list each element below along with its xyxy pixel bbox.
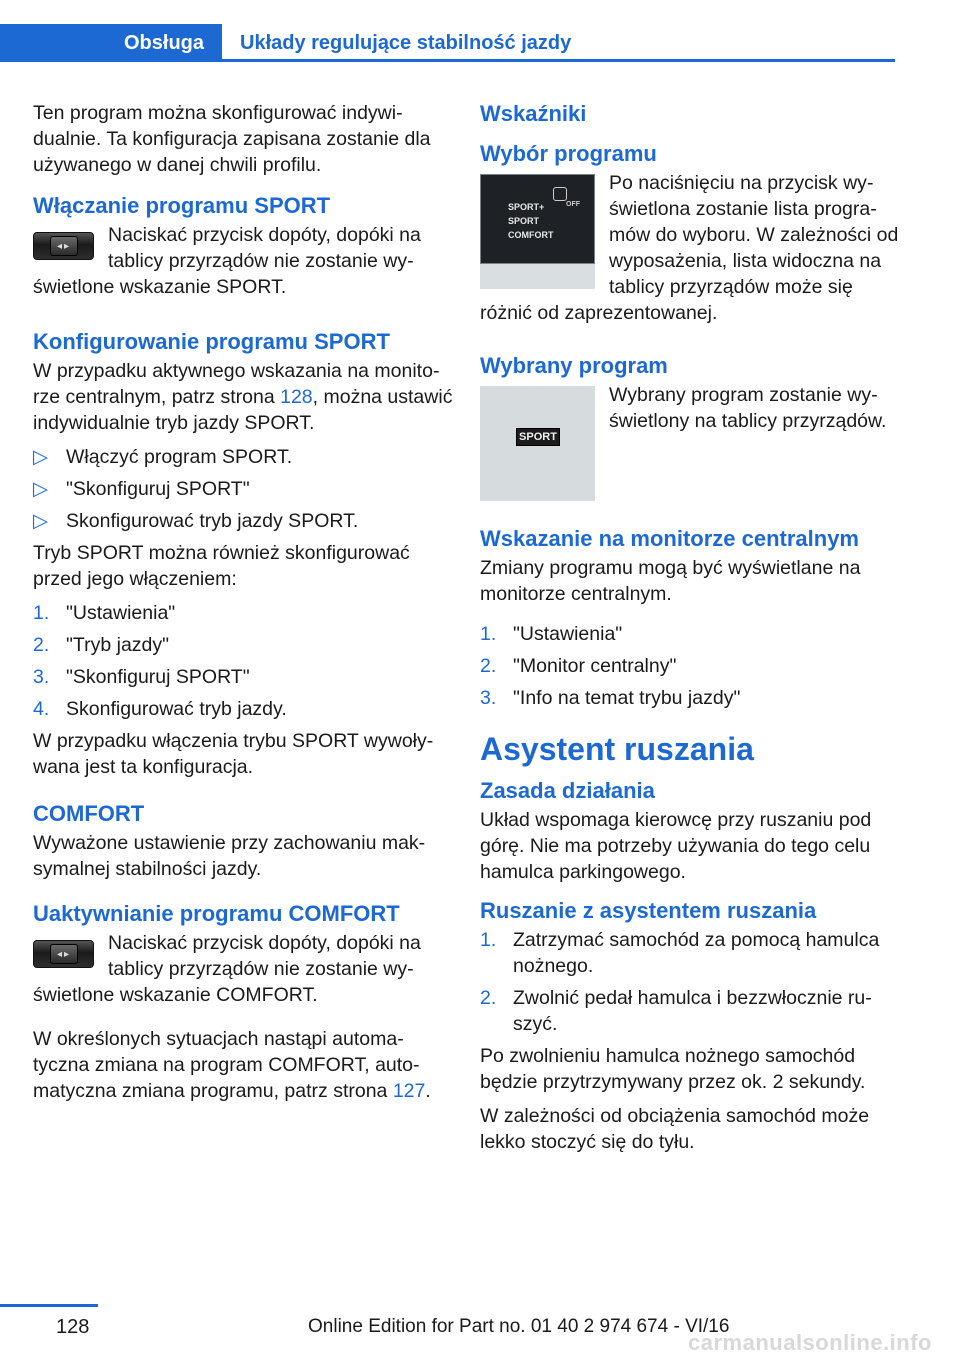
select-block [480,170,900,334]
page-link-128[interactable]: 128 [280,386,313,408]
left-column [33,100,453,1112]
monitor-steps [480,621,900,711]
sport-on-block [33,222,453,308]
heading-sport-on: Włączanie programu SPORT [33,193,331,218]
sport-config-steps [33,600,453,722]
heading-selected-program: Wybrany program [480,353,668,378]
select-text: Po naciśnięciu na przycisk wyświetlona zostanie lista programów do wyboru. W zależności od wyposażenia, lista widoczna na tablicy przyrządów może się różnić od zaprezentowanej. [480,172,899,324]
site-watermark: carmanualsonline.info [688,1330,932,1355]
triangle-bullet-icon: ▷ [33,446,48,468]
heading-comfort-on: Uaktywnianie programu COMFORT [33,901,400,926]
edition-note: Online Edition for Part no. 01 40 2 974 674 - VI/16 [308,1316,730,1337]
section-tab: Obsługa [0,24,222,62]
list-item: ▷ Skonfigurować tryb jazdy SPORT. [33,510,359,532]
list-item: 2. "Monitor centralny" [480,655,677,677]
heading-select-program: Wybór programu [480,141,657,166]
heading-starting: Ruszanie z asystentem ruszania [480,898,817,923]
selected-block [480,382,900,501]
list-item: 1. Zatrzymać samochód za pomocą hamulca nożnego. [480,929,880,977]
page-header [0,24,895,62]
page-number: 128 [56,1316,90,1338]
list-item: 1. "Ustawienia" [33,602,176,624]
roll-text: W zależności od obciążenia samochód może lekko stoczyć się do tyłu. [480,1105,870,1153]
stability-off-icon [553,187,567,201]
sport-config-text: W przypadku aktywnego wskazania na monitorze centralnym, patrz strona 128, można ustawić indywidualnie tryb jazdy SPORT. [33,360,453,434]
list-item: 1. "Ustawienia" [480,623,623,645]
sport-badge: SPORT [516,428,560,446]
list-item: 3. "Skonfiguruj SPORT" [33,666,250,688]
comfort-on-text: Naciskać przycisk dopóty, dopóki na tablicy przyrządów nie zostanie wyświetlone wskazanie COMFORT. [33,932,421,1006]
call-text: W przypadku włączenia trybu SPORT wywoływana jest ta konfiguracja. [33,730,434,778]
hold-text: Po zwolnieniu hamulca nożnego samochód będzie przytrzymywany przez ok. 2 sekundy. [480,1045,866,1093]
triangle-bullet-icon: ▷ [33,510,48,532]
monitor-text: Zmiany programu mogą być wyświetlane na monitorze centralnym. [480,557,861,605]
before-text: Tryb SPORT można również skonfigurować przed jego włączeniem: [33,542,410,590]
page-link-127[interactable]: 127 [392,1080,426,1102]
list-item: ▷ Włączyć program SPORT. [33,446,293,468]
chapter-title: Układy regulujące stabilność jazdy [240,31,572,54]
triangle-bullet-icon: ▷ [33,478,48,500]
sport-steps-list [33,444,453,534]
list-item: 2. Zwolnić pedał hamulca i bezzwłocznie ruszyć. [480,987,872,1035]
heading-comfort: COMFORT [33,801,145,826]
list-item: 2. "Tryb jazdy" [33,634,170,656]
start-steps [480,927,900,1037]
sport-on-text: Naciskać przycisk dopóty, dopóki na tablicy przyrządów nie zostanie wyświetlone wskazanie SPORT. [33,224,421,298]
comfort-text: Wyważone ustawienie przy zachowaniu maksymalnej stabilności jazdy. [33,832,426,880]
auto-change-text: W określonych sytuacjach nastąpi automatyczna zmiana na program COMFORT, automatyczna zmiana programu, patrz strona 127. [33,1028,431,1102]
heading-start-assist: Asystent ruszania [480,731,754,767]
list-item: ▷ "Skonfiguruj SPORT" [33,478,250,500]
list-item: 4. Skonfigurować tryb jazdy. [33,698,287,720]
program-list-display-image: SPORT+ SPORT COMFORT OFF [480,174,595,289]
heading-indicators: Wskaźniki [480,101,587,126]
intro-paragraph: Ten program można skonfigurować indywidualnie. Ta konfiguracja zapisana zostanie dla używanego w danej chwili profilu. [33,102,431,176]
selected-text: Wybrany program zostanie wyświetlony na tablicy przyrządów. [609,384,887,432]
right-column [480,100,900,1163]
heading-sport-config: Konfigurowanie programu SPORT [33,329,390,354]
comfort-on-block [33,930,453,1016]
heading-principle: Zasada działania [480,778,655,803]
mode-button-icon: ◂▸ [33,934,94,972]
mode-button-icon: ◂▸ [33,226,94,264]
principle-text: Układ wspomaga kierowcę przy ruszaniu pod górę. Nie ma potrzeby używania do tego celu hamulca parkingowego. [480,809,872,883]
footer-rule [0,1304,98,1307]
heading-central-monitor: Wskazanie na monitorze centralnym [480,526,859,551]
list-item: 3. "Info na temat trybu jazdy" [480,687,741,709]
selected-program-display-image [480,386,595,501]
